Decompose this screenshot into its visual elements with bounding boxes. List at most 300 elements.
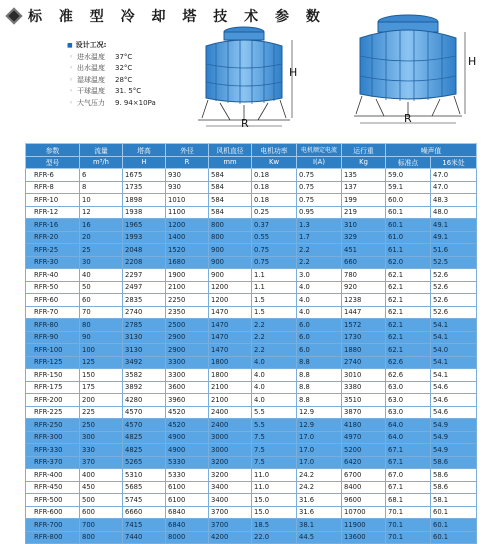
value-cell: 2.2	[297, 244, 342, 257]
header-fan-diameter: 风机直径	[209, 144, 252, 157]
value-cell: 0.75	[297, 181, 342, 194]
value-cell: 67.1	[386, 456, 431, 469]
table-row	[26, 181, 477, 194]
table-row	[26, 469, 477, 482]
value-cell: 6	[80, 169, 123, 182]
value-cell: 3010	[342, 369, 386, 382]
unit-weight: Kg	[342, 156, 386, 169]
header-motor-power: 电机功率	[252, 144, 297, 157]
value-cell: 0.75	[297, 194, 342, 207]
table-row	[26, 519, 477, 532]
value-cell: 64.0	[386, 419, 431, 432]
value-cell: 5310	[123, 469, 166, 482]
value-cell: 31.6	[297, 506, 342, 519]
value-cell: 60.1	[431, 519, 477, 532]
value-cell: 800	[80, 531, 123, 544]
header-motor-current: 电机额定电流	[297, 144, 342, 157]
value-cell: 450	[80, 481, 123, 494]
value-cell: 0.18	[252, 181, 297, 194]
value-cell: 4.0	[297, 306, 342, 319]
value-cell: 62.1	[386, 269, 431, 282]
value-cell: 3200	[209, 469, 252, 482]
value-cell: 48.0	[431, 206, 477, 219]
value-cell: 64.0	[386, 431, 431, 444]
value-cell: 50	[80, 281, 123, 294]
value-cell: 12	[80, 206, 123, 219]
value-cell: 3400	[209, 494, 252, 507]
value-cell: 2048	[123, 244, 166, 257]
value-cell: 199	[342, 194, 386, 207]
value-cell: 60.1	[386, 219, 431, 232]
value-cell: 62.1	[386, 331, 431, 344]
model-cell: RFR-175	[26, 381, 80, 394]
value-cell: 7.5	[252, 431, 297, 444]
value-cell: 2.2	[252, 331, 297, 344]
unit-current: I(A)	[297, 156, 342, 169]
value-cell: 4570	[123, 419, 166, 432]
table-row	[26, 344, 477, 357]
value-cell: 5330	[166, 456, 209, 469]
value-cell: 3700	[209, 519, 252, 532]
value-cell: 1965	[123, 219, 166, 232]
value-cell: 6700	[342, 469, 386, 482]
value-cell: 4.0	[252, 369, 297, 382]
value-cell: 8.8	[297, 394, 342, 407]
cooling-tower-small-illustration	[190, 24, 308, 134]
header-diameter: 外径	[166, 144, 209, 157]
value-cell: 1800	[209, 356, 252, 369]
value-cell: 7415	[123, 519, 166, 532]
model-cell: RFR-60	[26, 294, 80, 307]
model-cell: RFR-500	[26, 494, 80, 507]
model-cell: RFR-370	[26, 456, 80, 469]
value-cell: 62.0	[386, 256, 431, 269]
value-cell: 52.6	[431, 306, 477, 319]
value-cell: 1.5	[252, 294, 297, 307]
value-cell: 584	[209, 169, 252, 182]
value-cell: 62.1	[386, 306, 431, 319]
value-cell: 47.0	[431, 181, 477, 194]
value-cell: 67.0	[386, 469, 431, 482]
value-cell: 16	[80, 219, 123, 232]
value-cell: 660	[342, 256, 386, 269]
value-cell: 3200	[209, 456, 252, 469]
value-cell: 1520	[166, 244, 209, 257]
model-cell: RFR-25	[26, 244, 80, 257]
value-cell: 4520	[166, 419, 209, 432]
radius-label: R	[404, 112, 412, 125]
value-cell: 1900	[166, 269, 209, 282]
value-cell: 63.0	[386, 394, 431, 407]
value-cell: 0.18	[252, 194, 297, 207]
header-height: 塔高	[123, 144, 166, 157]
value-cell: 2100	[209, 381, 252, 394]
table-row	[26, 506, 477, 519]
value-cell: 54.1	[431, 319, 477, 332]
unit-height: H	[123, 156, 166, 169]
value-cell: 125	[80, 356, 123, 369]
value-cell: 25	[80, 244, 123, 257]
value-cell: 4200	[209, 531, 252, 544]
value-cell: 1735	[123, 181, 166, 194]
value-cell: 63.0	[386, 381, 431, 394]
value-cell: 10	[80, 194, 123, 207]
value-cell: 58.6	[431, 481, 477, 494]
value-cell: 2100	[209, 394, 252, 407]
value-cell: 2500	[166, 319, 209, 332]
value-cell: 3700	[209, 506, 252, 519]
value-cell: 8.8	[297, 369, 342, 382]
value-cell: 4.0	[252, 356, 297, 369]
unit-fan: mm	[209, 156, 252, 169]
value-cell: 12.9	[297, 406, 342, 419]
value-cell: 67.1	[386, 481, 431, 494]
value-cell: 5.5	[252, 406, 297, 419]
condition-item: ◦ 出水温度 32°C	[67, 63, 156, 75]
value-cell: 3.0	[297, 269, 342, 282]
header-params: 参数	[26, 144, 80, 157]
condition-item: ◦ 进水温度 37°C	[67, 52, 156, 64]
value-cell: 2100	[166, 281, 209, 294]
value-cell: 54.9	[431, 444, 477, 457]
value-cell: 18.5	[252, 519, 297, 532]
value-cell: 8400	[342, 481, 386, 494]
value-cell: 0.75	[297, 169, 342, 182]
value-cell: 0.18	[252, 169, 297, 182]
value-cell: 62.1	[386, 344, 431, 357]
model-cell: RFR-30	[26, 256, 80, 269]
value-cell: 920	[342, 281, 386, 294]
model-cell: RFR-200	[26, 394, 80, 407]
table-row	[26, 219, 477, 232]
value-cell: 4825	[123, 431, 166, 444]
value-cell: 800	[209, 231, 252, 244]
value-cell: 0.95	[297, 206, 342, 219]
value-cell: 9600	[342, 494, 386, 507]
model-cell: RFR-20	[26, 231, 80, 244]
value-cell: 2.2	[297, 256, 342, 269]
value-cell: 0.37	[252, 219, 297, 232]
model-cell: RFR-600	[26, 506, 80, 519]
value-cell: 62.1	[386, 281, 431, 294]
value-cell: 175	[80, 381, 123, 394]
table-row	[26, 206, 477, 219]
value-cell: 1470	[209, 319, 252, 332]
value-cell: 3600	[166, 381, 209, 394]
model-cell: RFR-100	[26, 344, 80, 357]
model-cell: RFR-450	[26, 481, 80, 494]
model-cell: RFR-16	[26, 219, 80, 232]
value-cell: 61.1	[386, 244, 431, 257]
value-cell: 4900	[166, 431, 209, 444]
value-cell: 2208	[123, 256, 166, 269]
value-cell: 6100	[166, 481, 209, 494]
value-cell: 17.0	[297, 444, 342, 457]
value-cell: 1447	[342, 306, 386, 319]
spec-table	[25, 143, 477, 544]
value-cell: 1200	[209, 294, 252, 307]
value-cell: 6.0	[297, 331, 342, 344]
value-cell: 329	[342, 231, 386, 244]
value-cell: 54.9	[431, 419, 477, 432]
value-cell: 38.1	[297, 519, 342, 532]
value-cell: 1.5	[252, 306, 297, 319]
table-row	[26, 269, 477, 282]
table-row	[26, 294, 477, 307]
height-label: H	[468, 55, 477, 68]
value-cell: 70	[80, 306, 123, 319]
value-cell: 54.1	[431, 356, 477, 369]
value-cell: 700	[80, 519, 123, 532]
value-cell: 58.6	[431, 469, 477, 482]
value-cell: 2400	[209, 419, 252, 432]
value-cell: 54.0	[431, 344, 477, 357]
value-cell: 58.1	[431, 494, 477, 507]
value-cell: 15.0	[252, 506, 297, 519]
model-cell: RFR-90	[26, 331, 80, 344]
table-row	[26, 394, 477, 407]
value-cell: 3870	[342, 406, 386, 419]
value-cell: 2400	[209, 406, 252, 419]
value-cell: 219	[342, 206, 386, 219]
value-cell: 4.0	[297, 294, 342, 307]
value-cell: 70.1	[386, 519, 431, 532]
value-cell: 4.0	[252, 381, 297, 394]
table-row	[26, 406, 477, 419]
height-label: H	[289, 66, 298, 79]
value-cell: 7440	[123, 531, 166, 544]
value-cell: 3130	[123, 331, 166, 344]
value-cell: 12.9	[297, 419, 342, 432]
value-cell: 5330	[166, 469, 209, 482]
value-cell: 4520	[166, 406, 209, 419]
value-cell: 60.1	[431, 531, 477, 544]
value-cell: 2250	[166, 294, 209, 307]
value-cell: 6420	[342, 456, 386, 469]
table-row	[26, 456, 477, 469]
value-cell: 62.6	[386, 369, 431, 382]
value-cell: 67.1	[386, 444, 431, 457]
value-cell: 3000	[209, 431, 252, 444]
value-cell: 11.0	[252, 469, 297, 482]
value-cell: 52.5	[431, 256, 477, 269]
value-cell: 60	[80, 294, 123, 307]
value-cell: 1470	[209, 331, 252, 344]
unit-diameter: R	[166, 156, 209, 169]
design-conditions	[67, 40, 156, 109]
value-cell: 6840	[166, 519, 209, 532]
value-cell: 150	[80, 369, 123, 382]
value-cell: 4970	[342, 431, 386, 444]
value-cell: 6840	[166, 506, 209, 519]
model-cell: RFR-330	[26, 444, 80, 457]
unit-flow: m³/h	[80, 156, 123, 169]
cooling-tower-large-illustration	[352, 10, 472, 128]
value-cell: 400	[80, 469, 123, 482]
radius-label: R	[241, 117, 249, 130]
value-cell: 780	[342, 269, 386, 282]
value-cell: 5.5	[252, 419, 297, 432]
table-row	[26, 381, 477, 394]
value-cell: 4.0	[252, 394, 297, 407]
value-cell: 225	[80, 406, 123, 419]
value-cell: 900	[209, 269, 252, 282]
value-cell: 8000	[166, 531, 209, 544]
unit-noise-16m: 16米处	[431, 156, 477, 169]
value-cell: 60.1	[431, 506, 477, 519]
condition-item: ◦ 大气压力 9. 94×10Pa	[67, 98, 156, 110]
value-cell: 930	[166, 181, 209, 194]
model-cell: RFR-700	[26, 519, 80, 532]
model-cell: RFR-10	[26, 194, 80, 207]
table-row	[26, 481, 477, 494]
value-cell: 0.25	[252, 206, 297, 219]
model-cell: RFR-250	[26, 419, 80, 432]
condition-item: ◦ 湿球温度 28°C	[67, 75, 156, 87]
value-cell: 2497	[123, 281, 166, 294]
value-cell: 6.0	[297, 344, 342, 357]
model-cell: RFR-40	[26, 269, 80, 282]
value-cell: 1.7	[297, 231, 342, 244]
value-cell: 0.75	[252, 256, 297, 269]
header-flow: 流量	[80, 144, 123, 157]
value-cell: 68.1	[386, 494, 431, 507]
value-cell: 2900	[166, 344, 209, 357]
value-cell: 3400	[209, 481, 252, 494]
model-cell: RFR-225	[26, 406, 80, 419]
value-cell: 24.2	[297, 481, 342, 494]
value-cell: 4280	[123, 394, 166, 407]
value-cell: 70.1	[386, 506, 431, 519]
unit-noise-standard: 标准点	[386, 156, 431, 169]
table-row	[26, 444, 477, 457]
value-cell: 8.8	[297, 381, 342, 394]
value-cell: 1800	[209, 369, 252, 382]
value-cell: 58.6	[431, 456, 477, 469]
value-cell: 6.0	[297, 319, 342, 332]
value-cell: 70.1	[386, 531, 431, 544]
value-cell: 3960	[166, 394, 209, 407]
table-row	[26, 419, 477, 432]
value-cell: 6660	[123, 506, 166, 519]
value-cell: 1.1	[252, 269, 297, 282]
value-cell: 1010	[166, 194, 209, 207]
value-cell: 2297	[123, 269, 166, 282]
model-cell: RFR-6	[26, 169, 80, 182]
table-row	[26, 194, 477, 207]
value-cell: 54.1	[431, 369, 477, 382]
value-cell: 3000	[209, 444, 252, 457]
table-row	[26, 306, 477, 319]
value-cell: 90	[80, 331, 123, 344]
value-cell: 54.9	[431, 431, 477, 444]
value-cell: 30	[80, 256, 123, 269]
value-cell: 13600	[342, 531, 386, 544]
table-row	[26, 431, 477, 444]
value-cell: 200	[80, 394, 123, 407]
value-cell: 54.6	[431, 381, 477, 394]
value-cell: 2.2	[252, 344, 297, 357]
value-cell: 310	[342, 219, 386, 232]
value-cell: 330	[80, 444, 123, 457]
model-cell: RFR-50	[26, 281, 80, 294]
design-conditions-heading: ■ 设计工况:	[67, 40, 156, 52]
value-cell: 52.6	[431, 269, 477, 282]
condition-item: ◦ 干球温度 31. 5°C	[67, 86, 156, 98]
value-cell: 900	[209, 256, 252, 269]
value-cell: 3582	[123, 369, 166, 382]
value-cell: 44.5	[297, 531, 342, 544]
value-cell: 4825	[123, 444, 166, 457]
value-cell: 6100	[166, 494, 209, 507]
value-cell: 584	[209, 181, 252, 194]
value-cell: 1675	[123, 169, 166, 182]
model-cell: RFR-70	[26, 306, 80, 319]
header-noise: 噪声值	[386, 144, 477, 157]
table-row	[26, 231, 477, 244]
diamond-bullet-icon	[6, 8, 23, 25]
value-cell: 52.6	[431, 294, 477, 307]
value-cell: 1470	[209, 344, 252, 357]
value-cell: 3300	[166, 369, 209, 382]
value-cell: 60.0	[386, 194, 431, 207]
value-cell: 1100	[166, 206, 209, 219]
value-cell: 2740	[123, 306, 166, 319]
value-cell: 80	[80, 319, 123, 332]
value-cell: 584	[209, 206, 252, 219]
value-cell: 4570	[123, 406, 166, 419]
value-cell: 1.1	[252, 281, 297, 294]
value-cell: 54.6	[431, 394, 477, 407]
value-cell: 2785	[123, 319, 166, 332]
model-cell: RFR-12	[26, 206, 80, 219]
table-row	[26, 319, 477, 332]
value-cell: 1898	[123, 194, 166, 207]
value-cell: 8	[80, 181, 123, 194]
page-title: 标 准 型 冷 却 塔 技 术 参 数	[28, 9, 326, 25]
value-cell: 7.5	[252, 444, 297, 457]
value-cell: 62.1	[386, 319, 431, 332]
table-row	[26, 356, 477, 369]
value-cell: 54.6	[431, 406, 477, 419]
value-cell: 17.0	[297, 431, 342, 444]
table-row	[26, 281, 477, 294]
value-cell: 5745	[123, 494, 166, 507]
value-cell: 100	[80, 344, 123, 357]
value-cell: 500	[80, 494, 123, 507]
value-cell: 61.0	[386, 231, 431, 244]
value-cell: 3492	[123, 356, 166, 369]
value-cell: 3510	[342, 394, 386, 407]
value-cell: 31.6	[297, 494, 342, 507]
value-cell: 62.1	[386, 294, 431, 307]
value-cell: 51.6	[431, 244, 477, 257]
table-row	[26, 531, 477, 544]
value-cell: 1730	[342, 331, 386, 344]
value-cell: 48.3	[431, 194, 477, 207]
value-cell: 24.2	[297, 469, 342, 482]
table-row	[26, 256, 477, 269]
value-cell: 59.1	[386, 181, 431, 194]
value-cell: 1993	[123, 231, 166, 244]
value-cell: 22.0	[252, 531, 297, 544]
value-cell: 3380	[342, 381, 386, 394]
table-row	[26, 244, 477, 257]
value-cell: 49.1	[431, 219, 477, 232]
value-cell: 59.0	[386, 169, 431, 182]
value-cell: 2.2	[252, 319, 297, 332]
value-cell: 49.1	[431, 231, 477, 244]
